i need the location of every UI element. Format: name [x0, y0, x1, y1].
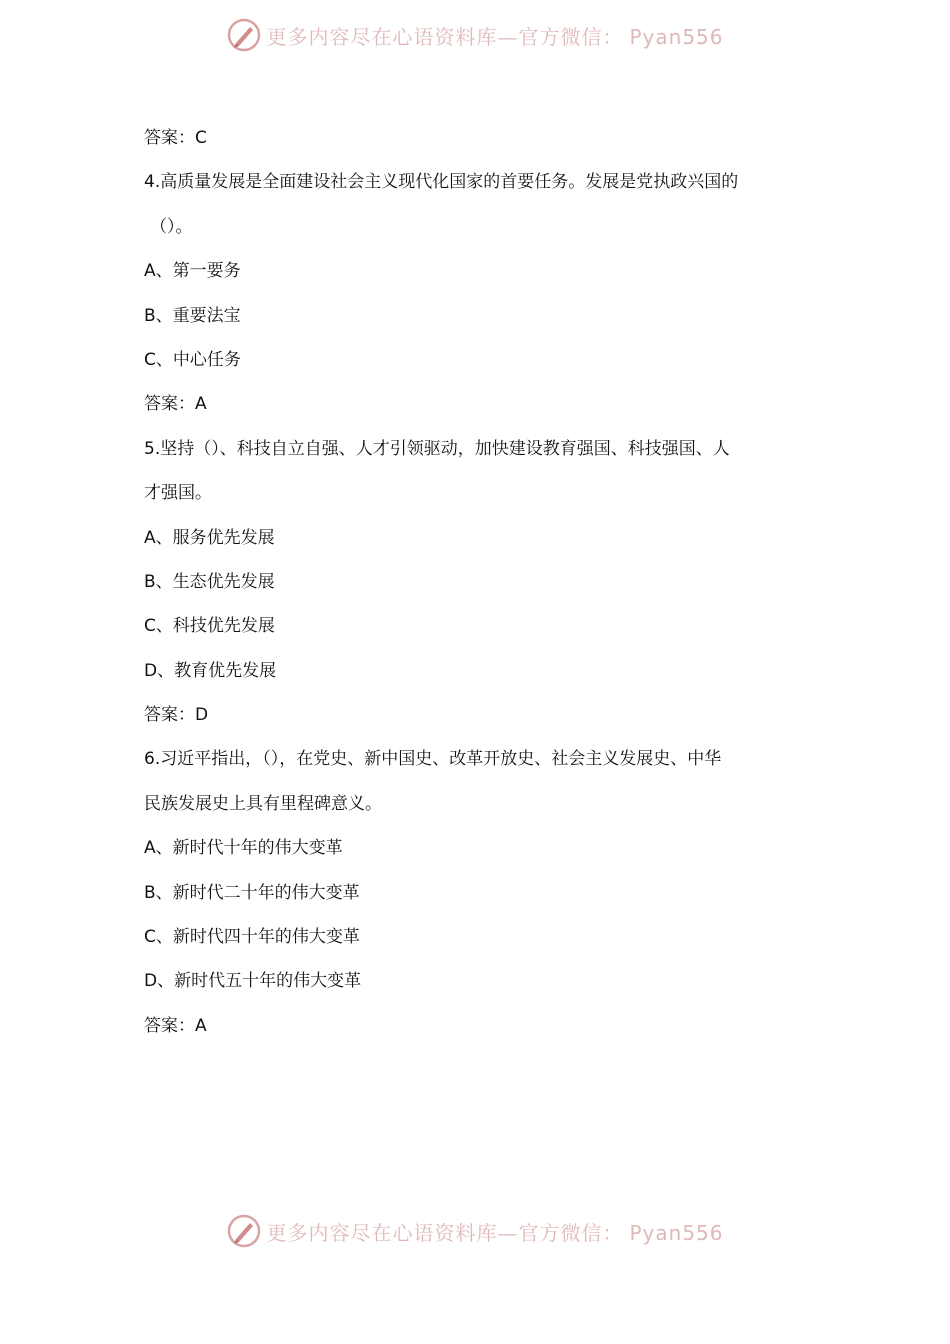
- answer-line: 答案：D: [144, 705, 209, 726]
- option-b: B、生态优先发展: [144, 571, 275, 592]
- option-a: A、服务优先发展: [144, 527, 275, 548]
- option-b: B、重要法宝: [144, 305, 241, 326]
- question-5-text: 5.坚持（）、科技自立自强、人才引领驱动，加快建设教育强国、科技强国、人: [144, 438, 730, 459]
- header-watermark: [0, 15, 950, 55]
- option-c: C、科技优先发展: [144, 616, 275, 637]
- answer-line: 答案：C: [144, 128, 207, 148]
- pen-logo-icon: [226, 1213, 262, 1249]
- question-6-text-cont: 民族发展史上具有里程碑意义。: [144, 793, 382, 814]
- question-5-text-cont: 才强国。: [144, 483, 212, 504]
- document-body: [144, 116, 824, 1048]
- option-a: A、新时代十年的伟大变革: [144, 838, 343, 859]
- answer-line: 答案：A: [144, 1015, 207, 1036]
- option-c: C、中心任务: [144, 349, 241, 370]
- option-b: B、新时代二十年的伟大变革: [144, 882, 360, 903]
- footer-watermark: [0, 1211, 950, 1251]
- option-d: D、新时代五十年的伟大变革: [144, 971, 362, 992]
- option-a: A、第一要务: [144, 261, 241, 282]
- watermark-text: 更多内容尽在心语资料库—官方微信： Pyan556: [266, 1220, 724, 1245]
- watermark-text: 更多内容尽在心语资料库—官方微信： Pyan556: [266, 24, 724, 49]
- question-4-text-cont: （）。: [150, 216, 193, 237]
- question-6-text: 6.习近平指出，（），在党史、新中国史、改革开放史、社会主义发展史、中华: [144, 749, 722, 770]
- option-d: D、教育优先发展: [144, 660, 277, 681]
- question-4-text: 4.高质量发展是全面建设社会主义现代化国家的首要任务。发展是党执政兴国的: [144, 172, 739, 193]
- answer-line: 答案：A: [144, 394, 207, 415]
- pen-logo-icon: [226, 17, 262, 53]
- option-c: C、新时代四十年的伟大变革: [144, 927, 360, 948]
